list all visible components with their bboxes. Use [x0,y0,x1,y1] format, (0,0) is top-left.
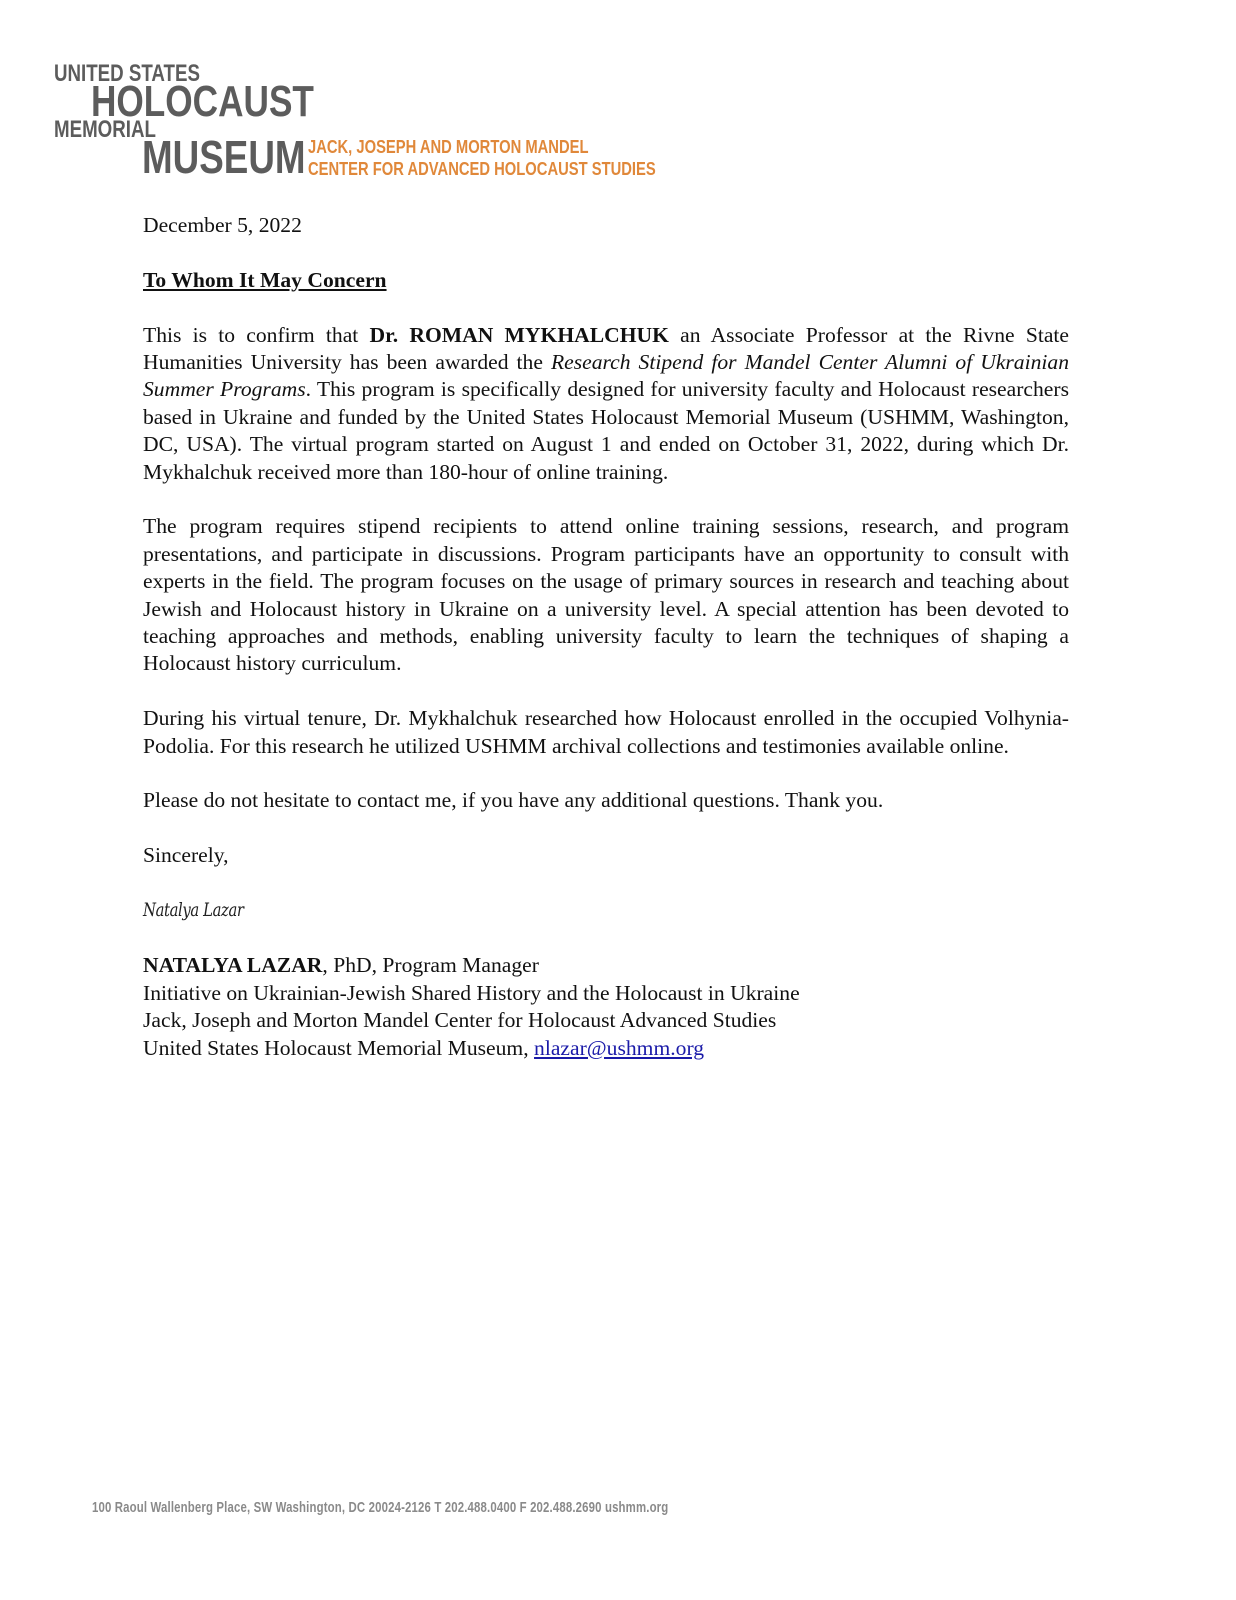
logo-word-holocaust: HOLOCAUST [91,77,314,126]
logo-word-museum: MUSEUM [142,131,306,183]
logo-word-united-states: UNITED STATES [54,60,200,87]
paragraph-1 [143,322,1069,486]
mandel-center-name [308,136,656,180]
awardee-name: Dr. ROMAN MYKHALCHUK [369,322,669,347]
program-name: Research Stipend for Mandel Center Alumni of Ukrainian Summer Programs [143,350,1069,402]
footer-address: 100 Raoul Wallenberg Place, SW Washington, DC 20024-2126 T 202.488.0400 F 202.488.2690 ushmm.org [92,1499,669,1516]
sender-center: Jack, Joseph and Morton Mandel Center for Holocaust Advanced Studies [143,1008,777,1033]
sender-title: , PhD, Program Manager [322,953,539,978]
paragraph-2: The program requires stipend recipients to attend online training sessions, research, and program presentations, and participate in discussions. Program participants have an opportunity to consult with experts in the field. The program focuses on the usage of primary sources in research and teaching about Jewish and Holocaust history in Ukraine on a university level. A special attention has been devoted to teaching approaches and methods, enabling university faculty to learn the techniques of shaping a Holocaust history curriculum. [143,514,1069,676]
paragraph-4: Please do not hesitate to contact me, if you have any additional questions. Thank you. [143,788,884,813]
salutation: To Whom It May Concern [143,267,387,292]
closing: Sincerely, [143,843,229,868]
p1-rest: . This program is specifically designed for university faculty and Holocaust researchers based in Ukraine and funded by the United States Holocaust Memorial Museum (USHMM, Washington, DC, USA). The virtual program started on August 1 and ended on October 31, 2022, during which Dr. Mykhalchuk received more than 180-hour of online training. [143,377,1069,484]
sender-museum: United States Holocaust Memorial Museum, [143,1035,535,1060]
sender-initiative: Initiative on Ukrainian-Jewish Shared History and the Holocaust in Ukraine [143,980,800,1005]
sender-name: NATALYA LAZAR [143,953,323,978]
mandel-center-line-2: CENTER FOR ADVANCED HOLOCAUST STUDIES [308,159,656,179]
sender-block [143,952,1069,1062]
p1-mid: an Associate Professor at the Rivne State Humanities University has been awarded the [143,322,1069,374]
museum-logo [54,56,674,186]
handwritten-signature: Natalya Lazar [143,899,244,922]
paragraph-3: During his virtual tenure, Dr. Mykhalchuk researched how Holocaust enrolled in the occupied Volhynia-Podolia. For this research he utilized USHMM archival collections and testimonies available online. [143,706,1069,758]
p1-lead: This is to confirm that [143,322,370,347]
email-link[interactable]: nlazar@ushmm.org [534,1035,705,1060]
letter-date: December 5, 2022 [143,213,302,237]
sender-name-line [143,952,1069,979]
sender-museum-line [143,1035,1069,1062]
logo-word-memorial: MEMORIAL [54,116,156,143]
mandel-center-line-1: JACK, JOSEPH AND MORTON MANDEL [308,137,589,157]
letter-body [143,212,1069,1062]
